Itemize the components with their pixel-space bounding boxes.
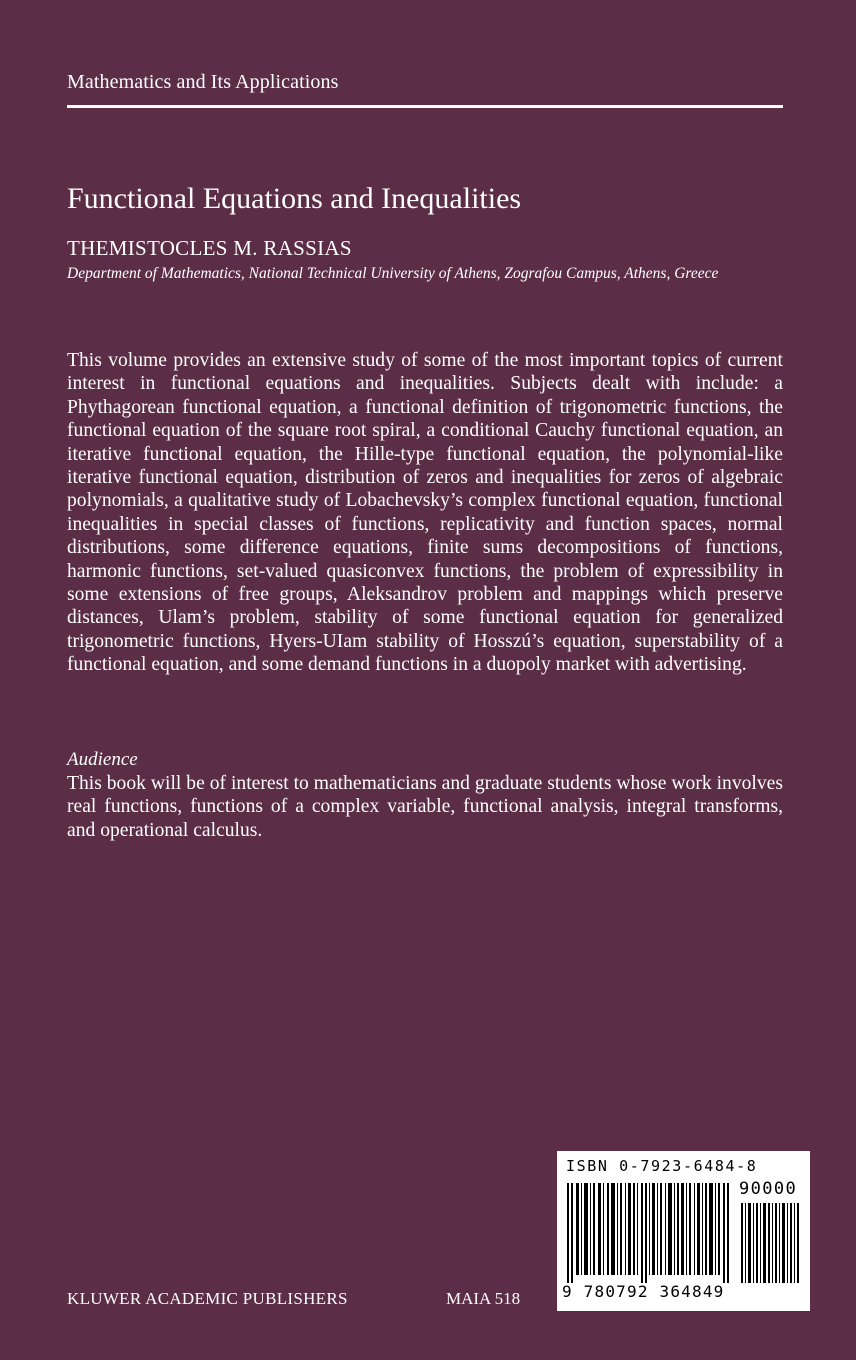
publisher-name: KLUWER ACADEMIC PUBLISHERS: [67, 1289, 348, 1308]
book-description: This volume provides an extensive study of some of the most important topics of current interest in functional equations and inequalities. Subjects dealt with include: a Phythagorean functional equation, a functional definition of trigonometric functions, the functional equation of the square root spiral, a conditional Cauchy functional equation, an iterative functional equation, the Hille-type functional equation, the polynomial-like iterative functional equation, distribution of zeros and inequalities for zeros of algebraic polynomials, a qualitative study of Lobachevsky’s complex functional equation, functional inequalities in special classes of functions, replicativity and function spaces, normal distributions, some difference equations, finite sums decompositions of functions, harmonic functions, set-valued quasiconvex functions, the problem of expressibility in some extensions of free groups, Aleksandrov problem and mappings which preserve distances, Ulam’s problem, stability of some functional equation for generalized trigonometric functions, Hyers-UIam stability of Hosszú’s equation, superstability of a functional equation, and some demand functions in a duopoly market with advertising.: [67, 350, 783, 676]
author-affiliation: Department of Mathematics, National Technical University of Athens, Zografou Campus, Athens, Greece: [67, 265, 719, 282]
series-code: MAIA 518: [446, 1289, 521, 1308]
book-title: Functional Equations and Inequalities: [67, 182, 522, 215]
audience-heading: Audience: [67, 749, 138, 770]
series-name: Mathematics and Its Applications: [67, 71, 339, 93]
header-rule: [67, 105, 783, 108]
price-code: 90000: [739, 1179, 798, 1199]
ean-number: 9 780792 364849: [562, 1282, 725, 1301]
isbn-label: ISBN 0-7923-6484-8: [566, 1157, 758, 1175]
addon-barcode-bars: [741, 1203, 801, 1283]
isbn-barcode: [557, 1151, 810, 1311]
ean-barcode-bars: [567, 1183, 733, 1283]
audience-text: This book will be of interest to mathematicians and graduate students whose work involves real functions, functions of a complex variable, functional analysis, integral transforms, and operational calculus.: [67, 773, 783, 841]
author-name: THEMISTOCLES M. RASSIAS: [67, 236, 352, 260]
